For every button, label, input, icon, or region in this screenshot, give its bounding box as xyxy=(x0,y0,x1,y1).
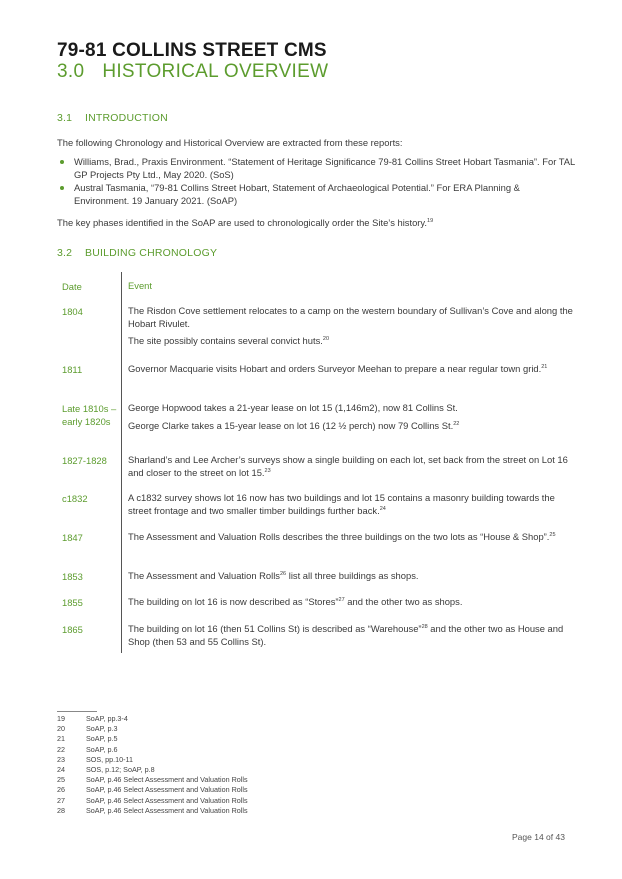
footnote-text: SOS, pp.10-11 xyxy=(86,754,134,764)
event-text-part: and the other two as shops. xyxy=(344,596,463,607)
row-event xyxy=(128,623,578,653)
event-text xyxy=(128,454,578,479)
footnote-ref: 28 xyxy=(421,624,428,630)
event-text: George Hopwood takes a 21-year lease on lot 15 (1,146m2), now 81 Collins St. xyxy=(128,402,458,413)
event-text-part: A c1832 survey shows lot 16 now has two buildings and lot 15 contains a masonry building towards the street frontage and two smaller timber buildings further back. xyxy=(128,492,555,516)
event-column-header: Event xyxy=(128,280,152,291)
footnote-number: 20 xyxy=(57,724,65,734)
footnote-text: SoAP, p.6 xyxy=(86,744,118,754)
event-text-part: Sharland’s and Lee Archer’s surveys show a single building on each lot, set back from the street on Lot 16 and closer to the street on lot 15. xyxy=(128,454,568,478)
event-text-part: The site possibly contains several convict huts. xyxy=(128,335,323,346)
footnote-number: 23 xyxy=(57,754,65,764)
footnote-ref: 20 xyxy=(322,336,330,342)
footnote xyxy=(57,765,248,775)
document-title: 79-81 COLLINS STREET CMS xyxy=(57,40,327,61)
footnote xyxy=(57,734,248,744)
row-event xyxy=(128,570,578,588)
event-text xyxy=(128,623,578,648)
footnote xyxy=(57,796,248,806)
row-date: 1804 xyxy=(62,306,83,317)
footnote xyxy=(57,724,248,734)
footnote-number: 25 xyxy=(57,775,65,785)
event-text-part: The Assessment and Valuation Rolls describes the three buildings on the two lots as “House & Shop”. xyxy=(128,531,550,542)
footnote-ref: 19 xyxy=(427,218,434,224)
report-text: Williams, Brad., Praxis Environment. “Statement of Heritage Significance 79-81 Collins Street Hobart Tasmania”. For TAL GP Projects Pty Ltd., May 2020. (SoS) xyxy=(74,156,575,180)
chronology-heading xyxy=(57,247,217,259)
footnote-text: SOS, p.12; SoAP, p.8 xyxy=(86,765,155,775)
event-text xyxy=(128,596,578,609)
row-event xyxy=(128,596,578,614)
row-date: 1865 xyxy=(62,624,83,635)
event-text-part: The building on lot 16 (then 51 Collins St) is described as “Warehouse” xyxy=(128,623,422,634)
report-item xyxy=(57,182,577,207)
intro-lead: The following Chronology and Historical Overview are extracted from these reports: xyxy=(57,137,403,148)
footnote-number: 19 xyxy=(57,714,65,723)
section-title-text: HISTORICAL OVERVIEW xyxy=(102,61,329,82)
footnote-ref: 25 xyxy=(549,532,556,538)
row-date: 1853 xyxy=(62,571,83,582)
event-text xyxy=(128,420,578,433)
footnote-number: 28 xyxy=(57,805,65,815)
footnote xyxy=(57,785,248,795)
row-event xyxy=(128,454,578,484)
row-event xyxy=(128,363,578,381)
footnote xyxy=(57,755,248,765)
row-date: Late 1810s – early 1820s xyxy=(62,403,117,427)
row-date: 1811 xyxy=(62,364,83,375)
row-date: 1855 xyxy=(62,597,83,608)
intro-heading-text: INTRODUCTION xyxy=(85,112,168,124)
footnote-text: SoAP, p.46 Select Assessment and Valuation Rolls xyxy=(86,805,248,815)
bullet-icon xyxy=(60,160,64,164)
footnote-ref: 24 xyxy=(379,505,386,512)
intro-heading xyxy=(57,112,168,124)
report-item xyxy=(57,156,577,181)
event-text xyxy=(128,363,578,376)
event-text-part: The Assessment and Valuation Rolls xyxy=(128,570,280,581)
footnote-ref: 26 xyxy=(280,571,287,577)
footnote-text: SoAP, p.3 xyxy=(86,724,118,734)
chronology-heading-number: 3.2 xyxy=(57,247,73,259)
intro-closing-text: The key phases identified in the SoAP are used to chronologically order the Site’s history. xyxy=(57,217,428,228)
section-title xyxy=(57,61,328,83)
row-date: c1832 xyxy=(62,493,88,504)
row-date: 1827-1828 xyxy=(62,455,107,466)
footnote-ref: 27 xyxy=(338,597,345,603)
footnotes xyxy=(57,714,248,816)
event-text xyxy=(128,531,578,544)
row-date: 1847 xyxy=(62,532,83,543)
footnote-text: SoAP, p.46 Select Assessment and Valuation Rolls xyxy=(86,795,248,805)
page-number: Page 14 of 43 xyxy=(512,832,565,842)
footnote xyxy=(57,714,248,724)
footnote-text: SoAP, p.46 Select Assessment and Valuation Rolls xyxy=(86,785,248,795)
footnote-text: SoAP, p.5 xyxy=(86,734,118,744)
footnote xyxy=(57,745,248,755)
row-event xyxy=(128,402,578,437)
footnote-text: SoAP, p.46 Select Assessment and Valuation Rolls xyxy=(86,775,248,785)
footnote-separator xyxy=(57,711,97,712)
row-event xyxy=(128,305,578,353)
footnote-number: 22 xyxy=(57,744,65,754)
report-list xyxy=(57,156,577,208)
row-event xyxy=(128,492,578,522)
event-text-part: The building on lot 16 is now described as “Stores” xyxy=(128,596,339,607)
footnote-number: 27 xyxy=(57,795,65,805)
chronology-heading-text: BUILDING CHRONOLOGY xyxy=(85,247,218,259)
event-text xyxy=(128,492,578,517)
footnote-number: 24 xyxy=(57,765,65,775)
intro-closing xyxy=(57,217,567,230)
intro-heading-number: 3.1 xyxy=(57,112,73,124)
date-column-header: Date xyxy=(62,281,82,292)
bullet-icon xyxy=(60,186,64,190)
footnote xyxy=(57,806,248,816)
row-event xyxy=(128,531,578,549)
event-text-part: list all three buildings as shops. xyxy=(286,570,419,581)
section-number: 3.0 xyxy=(57,61,85,82)
event-text: The Risdon Cove settlement relocates to a camp on the western boundary of Sullivan’s Cove and along the Hobart Rivulet. xyxy=(128,305,573,329)
footnote-ref: 22 xyxy=(453,420,460,427)
footnote-ref: 21 xyxy=(541,364,548,370)
event-text xyxy=(128,570,578,583)
event-text-part: and the other two as House and Shop (then 53 and 55 Collins St). xyxy=(128,623,564,647)
report-text: Austral Tasmania, “79-81 Collins Street Hobart, Statement of Archaeological Potential.” For ERA Planning & Environment. 19 January 2021. (SoAP) xyxy=(74,182,520,206)
footnote-text: SoAP, pp.3-4 xyxy=(86,714,128,723)
event-text-part: Governor Macquarie visits Hobart and orders Surveyor Meehan to prepare a near regular town grid. xyxy=(128,363,542,374)
event-text xyxy=(128,335,578,348)
footnote-number: 26 xyxy=(57,785,65,795)
footnote-number: 21 xyxy=(57,734,65,744)
event-text-part: George Clarke takes a 15-year lease on lot 16 (12 ½ perch) now 79 Collins St. xyxy=(128,419,454,431)
footnote xyxy=(57,775,248,785)
footnote-ref: 23 xyxy=(264,467,271,474)
